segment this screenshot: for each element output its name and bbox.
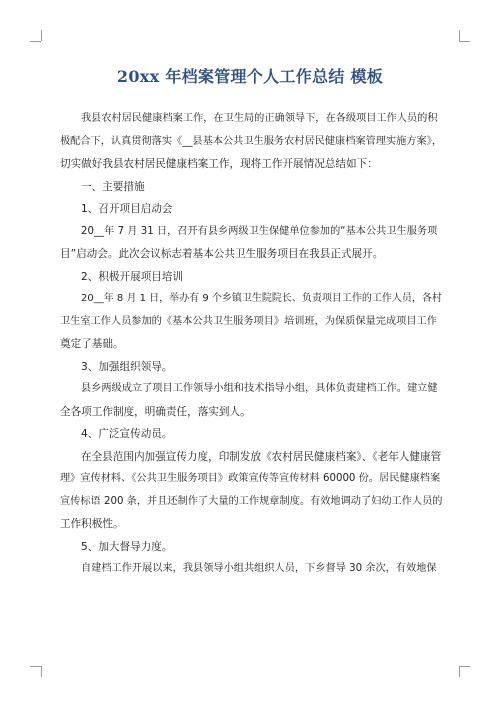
body-line: 工作积极性。 <box>60 518 124 530</box>
body-line: 宣传标语 200 条，并且还制作了大量的工作规章制度。有效地调动了妇幼工作人员的 <box>60 495 443 507</box>
body-line: 20__年 8 月 1 日，举办有 9 个乡镇卫生院院长、负责项目工作的工作人员，各村 <box>81 293 442 304</box>
crop-mark-top-left-v <box>41 30 42 41</box>
crop-mark-bottom-left-v <box>41 666 42 677</box>
section-heading: 一、主要措施 <box>81 180 145 193</box>
subsection-heading: 5、加大督导力度。 <box>81 540 173 553</box>
crop-mark-bottom-right-h <box>459 666 470 667</box>
crop-mark-top-right-h <box>459 41 470 42</box>
body-line: 理》宣传材料、《公共卫生服务项目》政策宣传等宣传材料 60000 份。居民健康档案 <box>60 473 441 484</box>
body-line: 切实做好我县农村居民健康档案工作，现将工作开展情况总结如下： <box>60 158 378 170</box>
crop-mark-top-right-v <box>459 30 460 41</box>
body-line: 20__年 7 月 31 日，召开有县乡两级卫生保健单位参加的“基本公共卫生服务项 <box>81 225 438 237</box>
document-title: 20xx 年档案管理个人工作总结 模板 <box>116 67 384 86</box>
body-line: 在全县范围内加强宣传力度，印制发放《农村居民健康档案》、《老年人健康管 <box>81 450 442 463</box>
crop-mark-top-left-h <box>30 41 41 42</box>
subsection-heading: 1、召开项目启动会 <box>81 203 173 215</box>
crop-mark-bottom-right-v <box>459 666 460 677</box>
body-line: 全各项工作制度，明确责任，落实到人。 <box>60 405 251 418</box>
subsection-heading: 3、加强组织领导。 <box>81 360 173 373</box>
subsection-heading: 2、积极开展项目培训 <box>81 270 184 283</box>
body-line: 极配合下，认真贯彻落实《__县基本公共卫生服务农村居民健康档案管理实施方案》， <box>60 135 443 147</box>
body-line: 自建档工作开展以来，我县领导小组共组织人员，下乡督导 30 余次，有效地保 <box>81 563 437 574</box>
crop-mark-bottom-left-h <box>30 666 41 667</box>
subsection-heading: 4、广泛宣传动员。 <box>81 428 173 440</box>
body-line: 我县农村居民健康档案工作，在卫生局的正确领导下，在各级项目工作人员的积 <box>81 113 438 124</box>
body-line: 目”启动会。此次会议标志着基本公共卫生服务项目在我县正式展开。 <box>60 248 384 260</box>
document-body <box>60 108 443 581</box>
body-line: 卫生室工作人员参加的《基本公共卫生服务项目》培训班，为保质保量完成项目工作 <box>60 315 437 327</box>
body-line: 奠定了基础。 <box>60 338 124 350</box>
body-line: 县乡两级成立了项目工作领导小组和技术指导小组，具体负责建档工作。建立健 <box>81 383 438 394</box>
